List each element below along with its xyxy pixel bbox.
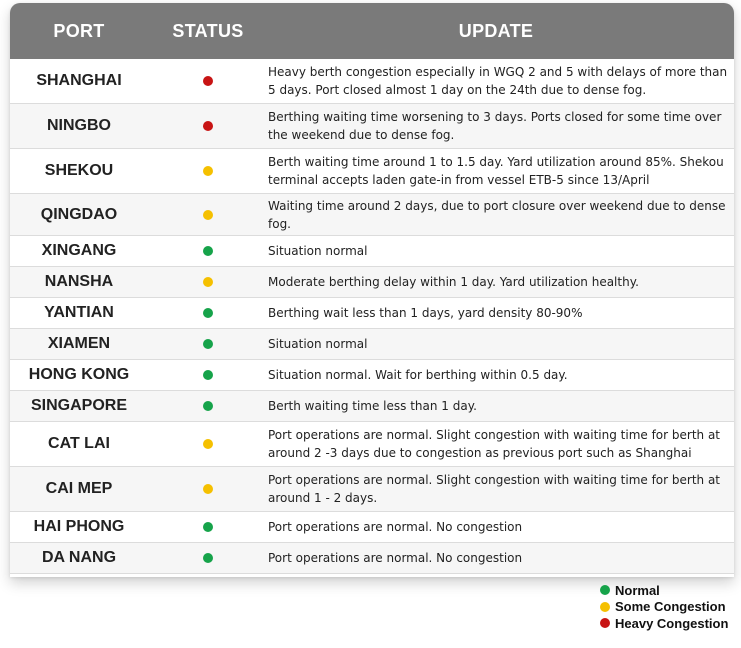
legend-dot-heavy — [600, 618, 610, 628]
legend-item-heavy — [600, 615, 728, 632]
status-dot-heavy — [203, 121, 213, 131]
table-row — [10, 467, 734, 512]
status-cell — [148, 370, 268, 380]
port-name: CAT LAI — [48, 435, 110, 452]
port-name: CAI MEP — [45, 480, 113, 497]
legend-label: Heavy Congestion — [615, 615, 729, 631]
port-status-table — [10, 3, 734, 577]
status-cell — [148, 76, 268, 86]
column-header-status: STATUS — [172, 20, 244, 41]
status-cell — [148, 166, 268, 176]
table-row — [10, 422, 734, 467]
status-dot-normal — [203, 246, 213, 256]
table-row — [10, 267, 734, 298]
table-row — [10, 298, 734, 329]
status-cell — [148, 121, 268, 131]
legend-item-normal — [600, 582, 728, 599]
status-dot-some — [203, 210, 213, 220]
update-text: Port operations are normal. Slight congestion with waiting time for berth at around 2 -3 days due to congestion as previous port such as Shanghai — [268, 428, 721, 460]
update-text: Situation normal. Wait for berthing within 0.5 day. — [268, 368, 568, 382]
table-row — [10, 512, 734, 543]
table-row — [10, 236, 734, 267]
status-cell — [148, 308, 268, 318]
status-dot-some — [203, 439, 213, 449]
status-dot-some — [203, 166, 213, 176]
update-text: Situation normal — [268, 244, 368, 258]
status-cell — [148, 339, 268, 349]
status-cell — [148, 277, 268, 287]
port-name: QINGDAO — [40, 205, 118, 223]
status-cell — [148, 484, 268, 494]
status-dot-some — [203, 277, 213, 287]
table-row — [10, 391, 734, 422]
update-text: Berthing waiting time worsening to 3 days. Ports closed for some time over the weekend due to dense fog. — [268, 110, 722, 142]
port-name: HAI PHONG — [33, 518, 125, 535]
status-dot-heavy — [203, 76, 213, 86]
status-cell — [148, 210, 268, 220]
status-dot-normal — [203, 401, 213, 411]
table-row — [10, 194, 734, 236]
status-cell — [148, 439, 268, 449]
status-dot-normal — [203, 308, 213, 318]
port-name: HONG KONG — [28, 366, 130, 383]
table-body — [10, 59, 734, 574]
table-row — [10, 59, 734, 104]
status-dot-normal — [203, 522, 213, 532]
update-text: Heavy berth congestion especially in WGQ 2 and 5 with delays of more than 5 days. Port closed almost 1 day on the 24th due to dense fog. — [268, 65, 728, 97]
update-text: Waiting time around 2 days, due to port closure over weekend due to dense fog. — [268, 198, 726, 231]
update-text: Port operations are normal. No congestion — [268, 551, 523, 565]
port-name: NANSHA — [44, 273, 114, 290]
status-cell — [148, 401, 268, 411]
status-dot-normal — [203, 339, 213, 349]
port-name: SHEKOU — [44, 162, 114, 179]
status-dot-some — [203, 484, 213, 494]
port-name: SHANGHAI — [36, 72, 122, 89]
table-header — [10, 3, 734, 59]
status-cell — [148, 246, 268, 256]
update-text: Berth waiting time around 1 to 1.5 day. Yard utilization around 85%. Shekou terminal accepts laden gate-in from vessel ETB-5 since 13/April — [268, 155, 724, 187]
update-text: Port operations are normal. No congestion — [268, 520, 523, 534]
port-name: XIAMEN — [47, 335, 111, 352]
update-text: Moderate berthing delay within 1 day. Yard utilization healthy. — [268, 275, 639, 289]
legend-dot-some — [600, 602, 610, 612]
legend-label: Some Congestion — [615, 599, 726, 615]
update-text: Berth waiting time less than 1 day. — [268, 399, 477, 413]
update-text: Situation normal — [268, 337, 368, 351]
status-cell — [148, 553, 268, 563]
legend-dot-normal — [600, 585, 610, 595]
port-name: XINGANG — [41, 242, 117, 259]
port-name: DA NANG — [41, 549, 117, 566]
column-header-port: PORT — [53, 20, 105, 41]
update-text: Port operations are normal. Slight congestion with waiting time for berth at around 1 - 2 days. — [268, 473, 721, 505]
status-cell — [148, 522, 268, 532]
table-row — [10, 149, 734, 194]
table-row — [10, 543, 734, 574]
table-row — [10, 329, 734, 360]
port-name: SINGAPORE — [30, 397, 127, 414]
column-header-update: UPDATE — [458, 20, 534, 41]
port-name: NINGBO — [47, 117, 111, 134]
status-dot-normal — [203, 370, 213, 380]
port-name: YANTIAN — [44, 304, 114, 321]
legend-item-some — [600, 599, 728, 616]
table-row — [10, 360, 734, 391]
legend-label: Normal — [615, 582, 660, 598]
update-text: Berthing wait less than 1 days, yard density 80-90% — [268, 306, 583, 320]
status-legend — [600, 582, 728, 632]
status-dot-normal — [203, 553, 213, 563]
table-row — [10, 104, 734, 149]
